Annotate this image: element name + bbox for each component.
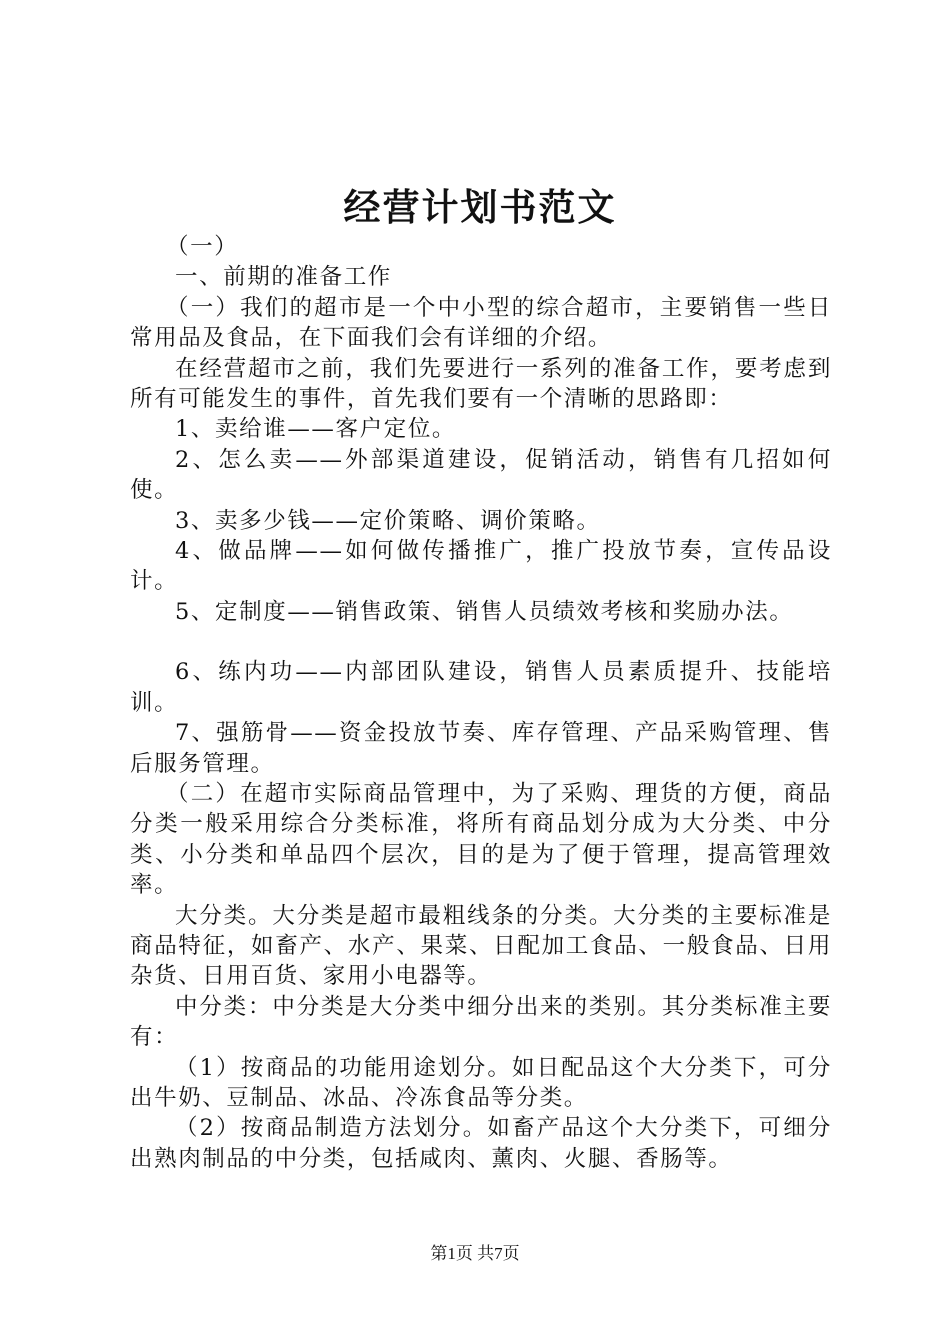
paragraph: 中分类：中分类是大分类中细分出来的类别。其分类标准主要有： [130,993,832,1051]
blank-line [130,627,832,657]
paragraph: （二）在超市实际商品管理中，为了采购、理货的方便，商品分类一般采用综合分类标准，将所有商品划分成为大分类、中分类、小分类和单品四个层次，目的是为了便于管理，提高管理效率。 [130,780,832,899]
paragraph: （一）我们的超市是一个中小型的综合超市，主要销售一些日常用品及食品，在下面我们会有详细的介绍。 [130,294,832,352]
page-footer: 第1页 共7页 [430,1244,520,1263]
list-item: 3、卖多少钱——定价策略、调价策略。 [175,507,601,534]
paragraph: （1）按商品的功能用途划分。如日配品这个大分类下，可分出牛奶、豆制品、冰品、冷冻食品等分类。 [130,1054,832,1111]
document-body [130,232,832,1174]
paragraph: 在经营超市之前，我们先要进行一系列的准备工作，要考虑到所有可能发生的事件，首先我们要有一个清晰的思路即： [130,355,832,413]
section-heading: 一、前期的准备工作 [175,264,392,291]
list-item: 1、卖给谁——客户定位。 [175,416,457,443]
list-item: 6、练内功——内部团队建设，销售人员素质提升、技能培训。 [130,659,832,716]
page-title: 经营计划书范文 [343,185,617,229]
paragraph: （2）按商品制造方法划分。如畜产品这个大分类下，可细分出熟肉制品的中分类，包括咸肉、薰肉、火腿、香肠等。 [130,1115,832,1172]
list-item: 4、做品牌——如何做传播推广，推广投放节奏，宣传品设计。 [130,538,832,595]
paragraph: （一） [166,234,239,260]
list-item: 2、怎么卖——外部渠道建设，促销活动，销售有几招如何使。 [130,446,832,504]
list-item: 7、强筋骨——资金投放节奏、库存管理、产品采购管理、售后服务管理。 [130,720,832,777]
paragraph: 大分类。大分类是超市最粗线条的分类。大分类的主要标准是商品特征，如畜产、水产、果菜、日配加工食品、一般食品、日用杂货、日用百货、家用小电器等。 [130,902,832,990]
list-item: 5、定制度——销售政策、销售人员绩效考核和奖励办法。 [175,598,794,625]
